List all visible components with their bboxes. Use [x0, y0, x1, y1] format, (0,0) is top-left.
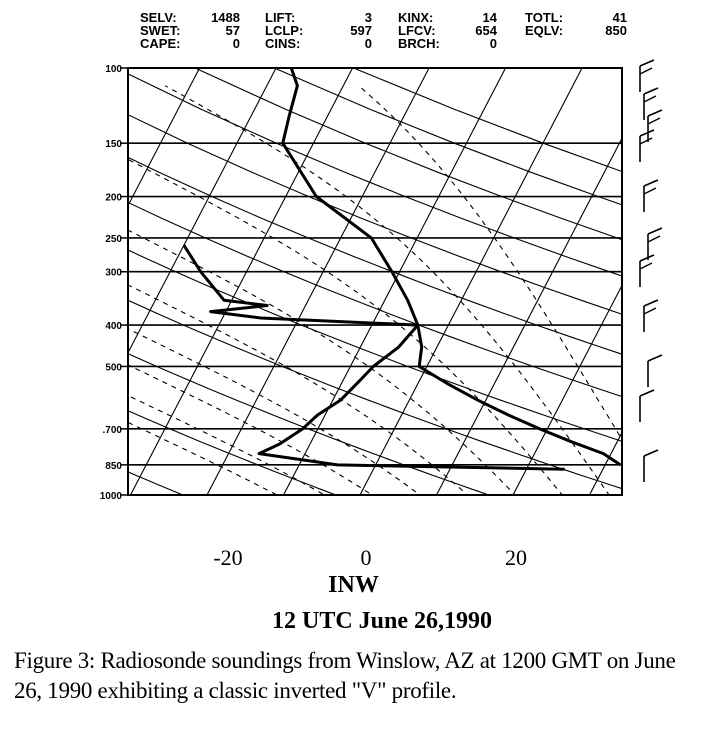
isotherm-line	[0, 68, 47, 495]
index-value: 0	[232, 36, 240, 51]
wind-barbs	[640, 60, 662, 482]
wind-barb-flag	[648, 110, 662, 116]
wind-barb-flag	[640, 130, 654, 136]
index-label: TOTL:	[525, 10, 564, 25]
pressure-label: 500	[105, 362, 122, 374]
dry-adiabat	[37, 68, 707, 504]
dry-adiabat	[0, 68, 50, 504]
wind-barb-flag	[644, 188, 656, 194]
wind-barb-flag	[648, 236, 660, 242]
moist-adiabat	[165, 86, 615, 504]
grid-lines	[0, 68, 707, 504]
figure-caption: Figure 3: Radiosonde soundings from Winslow, AZ at 1200 GMT on June 26, 1990 exhibiting a classic inverted "V" profile.	[14, 648, 676, 703]
index-value: 3	[364, 10, 372, 25]
index-value: 597	[350, 23, 372, 38]
index-label: LIFT:	[265, 10, 296, 25]
wind-barb-flag	[644, 96, 656, 102]
dry-adiabat	[0, 68, 360, 504]
moist-adiabat	[0, 86, 524, 504]
pressure-label: 250	[105, 233, 122, 245]
index-label: CAPE:	[140, 36, 181, 51]
wind-barb-flag	[644, 180, 658, 186]
wind-barb-flag	[644, 450, 658, 456]
index-label: SELV:	[140, 10, 177, 25]
index-label: CINS:	[265, 36, 301, 51]
moist-adiabat	[0, 86, 386, 504]
dry-adiabat	[0, 68, 707, 504]
index-label: LFCV:	[398, 23, 436, 38]
dry-adiabat	[0, 68, 707, 504]
pressure-label: 850	[105, 460, 122, 472]
wind-barb-flag	[640, 68, 652, 74]
dry-adiabat	[0, 68, 670, 504]
dry-adiabat	[0, 68, 707, 504]
isotherm-line	[666, 68, 707, 495]
wind-barb-flag	[648, 118, 660, 124]
index-value: 0	[489, 36, 497, 51]
isotherm-line	[284, 68, 506, 495]
pressure-label: 200	[105, 192, 122, 204]
wind-barb-flag	[640, 263, 652, 269]
sounding-datetime: 12 UTC June 26,1990	[271, 608, 493, 634]
wind-barb-flag	[644, 300, 658, 306]
pressure-label: 100	[105, 64, 122, 75]
pressure-label: 150	[105, 139, 122, 151]
pressure-label: 300	[105, 267, 122, 279]
index-value: 0	[364, 36, 372, 51]
dry-adiabat	[274, 68, 707, 504]
index-label: BRCH:	[398, 36, 440, 51]
station-id: INW	[328, 572, 379, 598]
dry-adiabat	[0, 68, 205, 504]
moist-adiabat	[0, 86, 432, 504]
wind-barb-flag	[648, 355, 662, 361]
dry-adiabat	[0, 68, 515, 504]
index-value: 1488	[211, 10, 240, 25]
index-label: LCLP:	[265, 23, 304, 38]
index-label: SWET:	[140, 23, 181, 38]
temperature-tick-label: 0	[360, 545, 372, 565]
temperature-tick-label: 20	[505, 545, 527, 565]
pressure-axis	[100, 64, 128, 502]
pressure-label: 400	[105, 321, 122, 333]
wind-barb-flag	[640, 255, 654, 261]
wind-barb-flag	[640, 138, 652, 144]
index-value: 41	[612, 10, 627, 25]
stability-indices	[140, 10, 627, 51]
index-value: 654	[475, 23, 497, 38]
pressure-label: .700	[102, 424, 122, 436]
index-label: KINX:	[398, 10, 434, 25]
skew-t-grid	[0, 68, 707, 504]
dry-adiabat	[354, 68, 707, 504]
wind-barb-flag	[648, 228, 662, 234]
wind-barb-flag	[640, 390, 654, 396]
index-label: EQLV:	[525, 23, 564, 38]
dry-adiabat	[195, 68, 707, 504]
sounding-profiles	[184, 68, 621, 469]
temperature-axis	[213, 545, 527, 565]
index-value: 57	[225, 23, 240, 38]
index-value: 850	[605, 23, 627, 38]
wind-barb-flag	[640, 60, 654, 66]
pressure-label: 1000	[99, 491, 122, 502]
wind-barb-flag	[644, 88, 658, 94]
isotherm-line	[0, 68, 200, 495]
temperature-tick-label: -20	[213, 545, 243, 565]
index-value: 14	[482, 10, 497, 25]
wind-barb-flag	[644, 308, 656, 314]
